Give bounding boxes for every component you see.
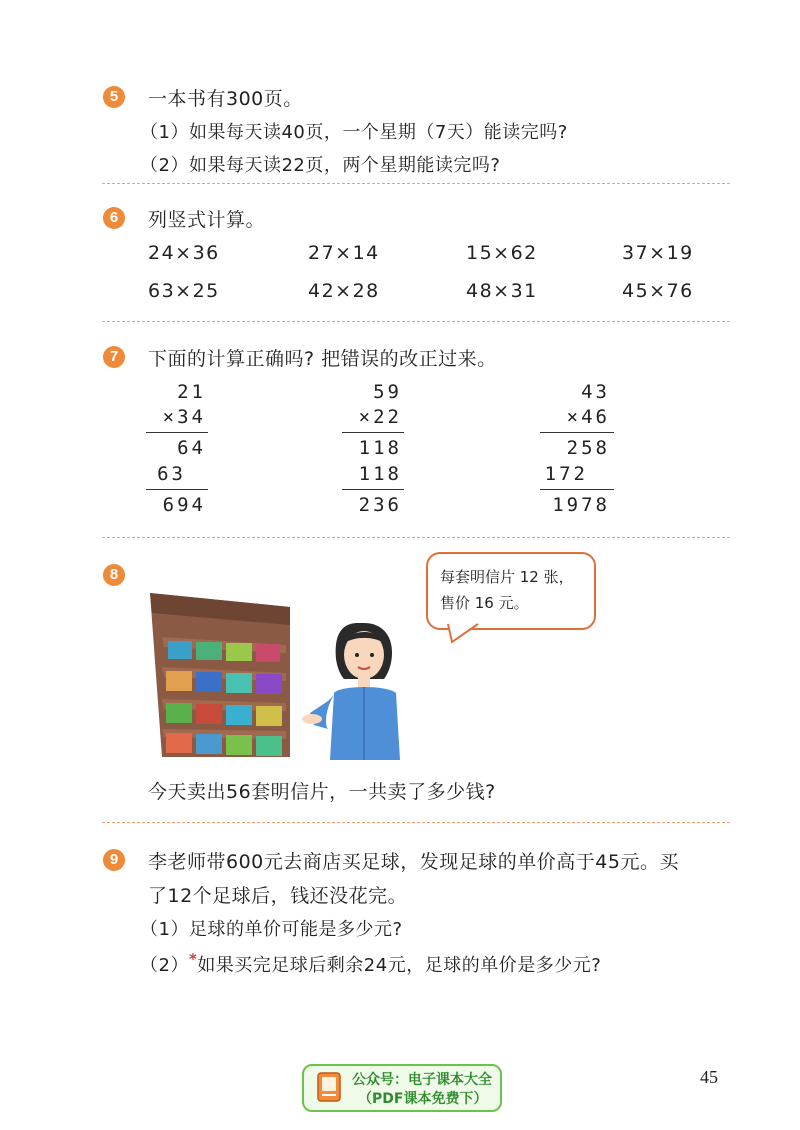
book-icon	[316, 1071, 342, 1103]
watermark-badge	[302, 1064, 502, 1112]
question-number-7: 7	[103, 346, 125, 368]
q5-stem: 一本书有300页。	[148, 88, 303, 110]
q6-expr: 24×36	[148, 242, 220, 264]
divider	[102, 822, 730, 823]
q6-expr: 42×28	[308, 280, 380, 302]
q6-expr: 37×19	[622, 242, 694, 264]
bubble-line-1: 每套明信片 12 张，	[440, 568, 574, 586]
bubble-line-2: 售价 16 元。	[440, 594, 529, 612]
postcard-rack-illustration	[140, 585, 300, 757]
calc-multiplicand: 21	[177, 381, 206, 403]
speech-bubble-tail	[444, 622, 484, 646]
speech-bubble	[426, 552, 596, 630]
q6-stem: 列竖式计算。	[148, 209, 266, 231]
page-number: 45	[700, 1067, 718, 1087]
q7-stem: 下面的计算正确吗? 把错误的改正过来。	[148, 348, 497, 370]
question-number-9: 9	[103, 849, 125, 871]
calc-rule	[342, 489, 404, 490]
q6-expr: 45×76	[622, 280, 694, 302]
q6-expr: 27×14	[308, 242, 380, 264]
watermark-line-2: （PDF课本免费下）	[358, 1091, 488, 1107]
calc-partial-1: 118	[358, 437, 402, 459]
calc-multiplicand: 59	[373, 381, 402, 403]
calc-result: 236	[358, 494, 402, 516]
q9-sub2	[140, 950, 601, 977]
calc-partial-1: 258	[566, 437, 610, 459]
calc-rule	[540, 489, 614, 490]
q6-expr: 63×25	[148, 280, 220, 302]
q9-sub2-prefix: （2）	[140, 955, 189, 976]
calc-partial-2: 63	[157, 463, 186, 485]
calc-rule	[342, 432, 404, 433]
calc-multiplicand: 43	[581, 381, 610, 403]
calc-multiplier: ×22	[358, 406, 402, 428]
calc-partial-1: 64	[177, 437, 206, 459]
calc-partial-2: 118	[358, 463, 402, 485]
teacher-illustration	[300, 615, 430, 760]
calc-rule	[146, 432, 208, 433]
calc-rule	[540, 432, 614, 433]
q5-sub1: （1）如果每天读40页，一个星期（7天）能读完吗?	[140, 122, 568, 143]
q9-stem-line1: 李老师带600元去商店买足球，发现足球的单价高于45元。买	[148, 851, 679, 873]
divider	[102, 183, 730, 184]
q5-sub2: （2）如果每天读22页，两个星期能读完吗?	[140, 155, 501, 176]
calc-rule	[146, 489, 208, 490]
calc-result: 694	[162, 494, 206, 516]
q8-question: 今天卖出56套明信片，一共卖了多少钱?	[148, 781, 496, 803]
q9-sub1: （1）足球的单价可能是多少元?	[140, 919, 403, 940]
watermark-line-1: 公众号：电子课本大全	[352, 1072, 492, 1088]
calc-multiplier: ×46	[566, 406, 610, 428]
question-number-5: 5	[103, 86, 125, 108]
q6-expr: 15×62	[466, 242, 538, 264]
divider	[102, 321, 730, 322]
question-number-6: 6	[103, 207, 125, 229]
calc-result: 1978	[552, 494, 610, 516]
question-number-8: 8	[103, 564, 125, 586]
q6-expr: 48×31	[466, 280, 538, 302]
challenge-star-icon: *	[188, 950, 198, 968]
calc-multiplier: ×34	[162, 406, 206, 428]
q9-sub2-text: 如果买完足球后剩余24元，足球的单价是多少元?	[197, 955, 602, 976]
q9-stem-line2: 了12个足球后，钱还没花完。	[148, 885, 408, 907]
calc-partial-2: 172	[544, 463, 588, 485]
divider	[102, 537, 730, 538]
